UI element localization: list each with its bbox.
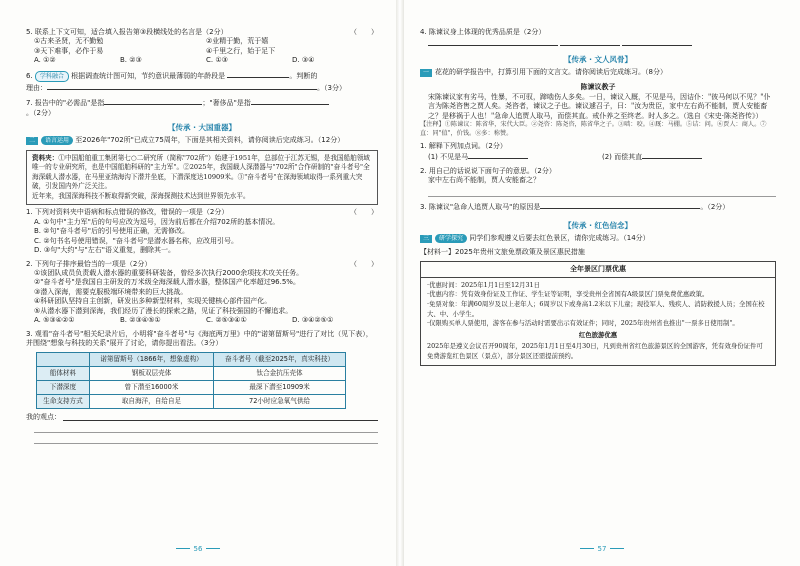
question-5 <box>26 28 378 66</box>
section-heading: 【传承 · 红色信念】 <box>563 221 633 231</box>
question-4 <box>420 28 776 50</box>
option-3: ③天下难事，必作于易 <box>34 46 104 55</box>
choice-a[interactable]: A. ①② <box>34 56 56 65</box>
right-page <box>404 0 800 566</box>
text-title: 陈谏议教子 <box>580 81 616 91</box>
question-3-stem: 3. 陈谏议"急命人追贾人取马"的原因是 <box>420 202 541 211</box>
item-2: (2) 而偿其直 <box>602 153 643 162</box>
answer-paren[interactable]: （ ） <box>350 259 378 268</box>
question-1 <box>26 208 378 255</box>
table-row <box>37 395 346 409</box>
page-number-text: 57 <box>597 544 607 553</box>
section-badge: 三 <box>420 235 432 243</box>
answer-blank[interactable] <box>428 38 498 46</box>
answer-blank[interactable] <box>251 97 329 105</box>
question-2 <box>26 260 378 326</box>
notice-title: 全年景区门票优惠 <box>421 262 775 278</box>
question-2 <box>420 167 776 197</box>
question-1-stem: 1. 解释下列加点词。（2分） <box>420 142 507 151</box>
notice-line: ·免票对象：年满60周岁及以上老年人；6周岁以下或身高1.2米以下儿童；现役军人、残疾人、消防救援人员；全国在校大、中、小学生。 <box>427 299 765 318</box>
text-body <box>420 93 776 121</box>
option-4: ④千里之行，始于足下 <box>206 46 276 55</box>
material-text-2: 近年来，我国深海科技不断取得新突破，深海探测技术达到世界领先水平。 <box>32 191 250 200</box>
material-1-label: 【材料一】2025年贵州文旅免票政策及景区惠民措施 <box>420 247 585 256</box>
annotation-note: 【注释】①陈谏议：陈省华，宋代大臣。②尧咨：陈尧咨，陈省华之子。③啮：咬。④厩：马棚。⑤诘：问。⑥贾人：商人。⑦直：同"值"，价钱。⑧多：称赞。 <box>420 121 767 137</box>
research-tag: 研学探究 <box>435 234 467 243</box>
notice-red-text: 2025年是遵义会议召开90周年，2025年1月1日至4月30日，凡到贵州省红色旅游景区的全国游客，凭有效身份证件可免费游览红色景区（景点），部分景区还需提前预约。 <box>427 342 763 360</box>
question-1 <box>420 142 776 163</box>
question-3-score: 。（2分） <box>700 202 730 211</box>
notice-line: ·优惠内容：凭有效身份证及工作证、学生证等证明，享受贵州全省国有A级景区门票免费优惠政策。 <box>427 290 709 299</box>
choice-d[interactable]: D. ③句"大约"与"左右"语义重复，删除其一。 <box>34 246 175 255</box>
reason-label: 理由： <box>26 83 47 92</box>
table-header: 诺第留斯号（1866年，想象虚构） <box>89 353 213 367</box>
sentence-5: ⑤从潜水器下潜到深海，我们经历了漫长的探索之路，见证了科技强国的不懈追求。 <box>34 306 293 315</box>
section-heading: 【传承 · 大国重器】 <box>167 123 237 133</box>
notice-line: ·优惠时间：2025年1月1日至12月31日 <box>427 280 540 289</box>
intro-text-body: 花花的研学报告中，打算引用下面的文言文。请你阅读后完成练习。（8分） <box>435 68 667 77</box>
intro-text-body: 同学们参观遵义后要去红色景区，请你完成练习。（14分） <box>469 234 650 243</box>
page-number-text: 56 <box>193 544 203 553</box>
page-number <box>404 545 800 554</box>
interdisciplinary-tag: 学科融合 <box>35 71 69 82</box>
answer-line[interactable] <box>63 413 378 421</box>
intro-text-body: 至2026年"702所"已成立75周年，下面是其相关资料，请你阅读后完成练习。（12分） <box>75 136 345 145</box>
choice-a[interactable]: A. ①句中"主力军"后的句号应改为逗号，因为前后都在介绍702所的基本情况。 <box>34 217 280 226</box>
material-label: 资料夹： <box>32 153 59 162</box>
question-7 <box>26 97 378 118</box>
question-7-mid: ；"奢侈品"是指 <box>202 99 251 108</box>
sentence-1: ①该团队成员负责载人潜水器的重要科研装备，曾经多次执行2000余项技术攻关任务。 <box>34 268 304 277</box>
answer-lines[interactable] <box>34 422 378 444</box>
question-6: 6. 学科融合 根据调查统计图可知，节约意识最薄弱的年龄段是 。判断的 理由： 。（3分） <box>26 71 346 92</box>
choice-b[interactable]: B. ②③ <box>120 56 142 65</box>
table-header <box>37 353 90 367</box>
notice-subtitle: 红色旅游优惠 <box>578 330 618 339</box>
answer-blank[interactable] <box>498 38 558 46</box>
question-1-stem: 1. 下列对资料夹中语病和标点错误的修改，错误的一项是（2分） <box>26 208 229 217</box>
table-cell: 72小时应急氧气供给 <box>214 395 346 409</box>
question-6-tail: 。判断的 <box>289 71 318 80</box>
question-7-score: 。（2分） <box>26 108 55 117</box>
option-1: ①古来圣贤，无不勤勉 <box>34 37 104 46</box>
answer-blank[interactable] <box>642 151 702 159</box>
table-cell: 下潜深度 <box>37 381 90 395</box>
table-cell: 钛合金抗压壳体 <box>214 367 346 381</box>
choice-d[interactable]: D. ③④②⑤① <box>292 316 334 325</box>
annotation-text <box>420 38 776 50</box>
reason-blank[interactable] <box>47 82 317 90</box>
material-text: ①中国船舶重工集团第七○二研究所（简称"702所"）始建于1951年，总部位于江苏无锡，是我国船舶领域唯一的专业研究所，也是中国船舶科研的"主力军"。②2025年，我国载人深潜器与"702所"合作研制的"奋斗者号"全海深载人潜水器，在马里亚纳海沟下潜并坐底，下潜深度达10909米。③"奋斗者号"在深海领域取得一系列重大突破，引发国内外广泛关注。 <box>32 153 370 191</box>
book-gutter <box>396 0 404 566</box>
language-use-tag: 语言运用 <box>41 136 73 145</box>
notice-line: ·仅限购买单人票使用，游客在参与活动时需要出示有效证件；同时，2025年贵州省也推出"一票多日使用制"。 <box>427 319 739 328</box>
choice-b[interactable]: B. ②③④⑤① <box>120 316 161 325</box>
answer-blank[interactable] <box>622 38 692 46</box>
question-3 <box>420 201 776 212</box>
notice-body <box>421 278 775 365</box>
item-1: (1) 不见是马 <box>428 153 469 162</box>
notice-box <box>420 261 776 365</box>
choice-c[interactable]: C. ②句书名号使用错误，"奋斗者号"是潜水器名称，应改用引号。 <box>34 236 239 245</box>
table-cell: 曾下潜至16000米 <box>89 381 213 395</box>
question-3-stem: 3. 观看"奋斗者号"相关纪录片后，小明将"奋斗者号"与《海底两万里》中的"诺第留斯号"进行了对比（见下表），并围绕"想象与科技的关系"展开了讨论，请你提出看法。（3分） <box>26 329 373 348</box>
answer-blank[interactable] <box>104 97 202 105</box>
option-2: ②业精于勤，荒于嬉 <box>206 37 269 46</box>
intro-text <box>420 68 776 77</box>
answer-paren[interactable]: （ ） <box>350 208 378 217</box>
question-4-stem: 4. 陈谏议身上体现的优秀品质是（2分） <box>420 28 546 36</box>
table-cell: 取自海洋，自给自足 <box>89 395 213 409</box>
choice-a[interactable]: A. ⑤③④②① <box>34 316 75 325</box>
target-sentence: 家中左右尚不能制，贾人安能畜之？ <box>428 176 540 185</box>
answer-blank[interactable] <box>540 201 700 209</box>
intro-text <box>420 234 776 243</box>
choice-b[interactable]: B. ②句"奋斗者号"后的引号使用正确，无需修改。 <box>34 227 189 236</box>
text-source: （选自《宋史·陈尧咨传》） <box>683 111 763 120</box>
question-2-stem: 2. 下列句子排序最恰当的一项是（2分） <box>26 259 152 268</box>
sentence-2: ②"奋斗者号"是我国自主研发的万米级全海深载人潜水器，整体国产化率超过96.5%。 <box>34 278 300 287</box>
page-number <box>0 545 396 554</box>
question-5-stem: 5. 联系上下文可知，适合填入报告第③段横线处的名言是（2分） <box>26 28 228 36</box>
table-header: 奋斗者号（截至2025年，真实科技） <box>214 353 346 367</box>
question-7-stem: 7. 报告中的"必需品"是指 <box>26 99 105 108</box>
answer-label: 我的观点： <box>26 413 61 422</box>
question-3 <box>26 330 378 445</box>
section-heading: 【传承 · 文人风骨】 <box>563 54 633 64</box>
section-badge: 二 <box>26 137 38 145</box>
text-body-content: 宋陈谏议家有劣马，性暴，不可驭，蹄啮伤人多矣。一日，谏议入厩，不见是马，因诘仆："彼马何以不见？"仆言为陈尧咨售之贾人矣。尧咨者，谏议之子也。谏议遽召子，曰："汝为贵臣，家中左右尚不能制，贾人安能畜之？是移祸于人也！"急命人追贾人取马，而偿其直。戒仆养之至终老。时人多之。 <box>428 92 771 120</box>
answer-blank[interactable] <box>560 38 620 46</box>
choice-d[interactable]: D. ③④ <box>292 56 315 65</box>
sentence-4: ④科研团队坚持自主创新，研发出多种新型材料，实现关键核心部件国产化。 <box>34 297 272 306</box>
table-cell: 钢板双层壳体 <box>89 367 213 381</box>
answer-lines[interactable] <box>428 186 776 197</box>
answer-paren[interactable]: （ ） <box>350 28 378 36</box>
sentence-3: ③潜入深海，需要克服极端环境带来的巨大挑战。 <box>34 287 188 296</box>
question-2-stem: 2. 用自己的话说说下面句子的意思。（2分） <box>420 166 556 175</box>
choice-c[interactable]: C. ①③ <box>206 56 228 65</box>
answer-blank[interactable] <box>227 70 289 78</box>
comparison-table <box>36 352 346 409</box>
table-cell: 船体材料 <box>37 367 90 381</box>
material-box <box>26 150 378 206</box>
table-cell: 最深下潜至10909米 <box>214 381 346 395</box>
question-6-stem: 根据调查统计图可知，节约意识最薄弱的年龄段是 <box>71 71 226 80</box>
table-row <box>37 381 346 395</box>
left-page <box>0 0 396 566</box>
answer-blank[interactable] <box>468 151 528 159</box>
intro-text <box>26 136 378 145</box>
table-row <box>37 367 346 381</box>
section-badge: 一 <box>420 69 432 77</box>
classical-text <box>420 82 776 138</box>
question-6-score: 。（3分） <box>317 83 346 92</box>
choice-c[interactable]: C. ②⑤③④① <box>206 316 247 325</box>
table-cell: 生命支持方式 <box>37 395 90 409</box>
